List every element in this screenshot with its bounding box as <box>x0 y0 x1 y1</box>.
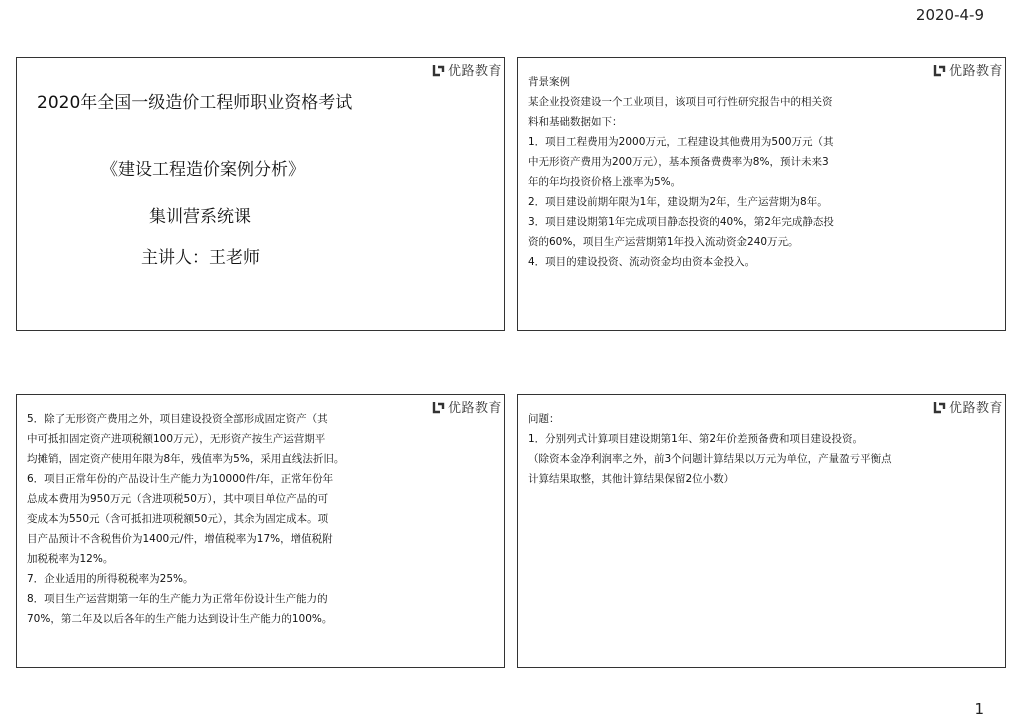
text-line: 变成本为550元（含可抵扣进项税额50元），其余为固定成本。项 <box>27 513 329 525</box>
text-line: 8．项目生产运营期第一年的生产能力为正常年份设计生产能力的 <box>27 593 328 605</box>
brand-name: 优路教育 <box>447 401 502 416</box>
text-line: 问题： <box>528 413 560 425</box>
text-line: 中可抵扣固定资产进项税额100万元），无形资产按生产运营期平 <box>27 433 326 445</box>
text-line: 4．项目的建设投资、流动资金均由资本金投入。 <box>528 256 756 268</box>
text-line: 70%，第二年及以后各年的生产能力达到设计生产能力的100%。 <box>27 613 333 625</box>
brand-name: 优路教育 <box>948 64 1003 79</box>
text-line: 6．项目正常年份的产品设计生产能力为10000件/年，正常年份年 <box>27 473 334 485</box>
brand-logo-icon <box>432 63 446 77</box>
text-line: 年的年均投资价格上涨率为5%。 <box>528 176 682 188</box>
text-line: 加税税率为12%。 <box>27 553 114 565</box>
text-line: 1．项目工程费用为2000万元，工程建设其他费用为500万元（其 <box>528 136 834 148</box>
slide-4 <box>517 394 1006 668</box>
book-title: 《建设工程造价案例分析》 <box>101 160 305 180</box>
brand-name: 优路教育 <box>948 401 1003 416</box>
case-data-text <box>27 409 460 629</box>
slide-2 <box>517 57 1006 331</box>
slide-1 <box>16 57 505 331</box>
text-line: 目产品预计不含税售价为1400元/件，增值税率为17%，增值税附 <box>27 533 333 545</box>
page-number: 1 <box>974 700 984 718</box>
text-line: 料和基础数据如下： <box>528 116 623 128</box>
course-name: 集训营系统课 <box>149 207 251 227</box>
text-line: 总成本费用为950万元（含进项税50万），其中项目单位产品的可 <box>27 493 329 505</box>
case-background-text <box>528 72 961 272</box>
print-date: 2020-4-9 <box>915 6 984 24</box>
text-line: 计算结果取整，其他计算结果保留2位小数） <box>528 473 735 485</box>
slide-3 <box>16 394 505 668</box>
text-line: 2．项目建设前期年限为1年，建设期为2年，生产运营期为8年。 <box>528 196 828 208</box>
text-line: 均摊销，固定资产使用年限为8年，残值率为5%，采用直线法折旧。 <box>27 453 345 465</box>
text-line: 背景案例 <box>528 76 570 88</box>
text-line: 中无形资产费用为200万元），基本预备费费率为8%，预计未来3 <box>528 156 829 168</box>
questions-text <box>528 409 961 489</box>
text-line: 5．除了无形资产费用之外，项目建设投资全部形成固定资产（其 <box>27 413 328 425</box>
text-line: 资的60%，项目生产运营期第1年投入流动资金240万元。 <box>528 236 799 248</box>
brand-logo <box>432 60 502 79</box>
text-line: 1．分别列式计算项目建设期第1年、第2年价差预备费和项目建设投资。 <box>528 433 864 445</box>
text-line: 7．企业适用的所得税税率为25%。 <box>27 573 194 585</box>
text-line: 3．项目建设期第1年完成项目静态投资的40%，第2年完成静态投 <box>528 216 834 228</box>
brand-name: 优路教育 <box>447 64 502 79</box>
text-line: 某企业投资建设一个工业项目，该项目可行性研究报告中的相关资 <box>528 96 833 108</box>
lecturer: 主讲人：王老师 <box>141 248 260 268</box>
exam-title: 2020年全国一级造价工程师职业资格考试 <box>37 93 353 113</box>
text-line: （除资本金净利润率之外，前3个问题计算结果以万元为单位，产量盈亏平衡点 <box>528 453 892 465</box>
